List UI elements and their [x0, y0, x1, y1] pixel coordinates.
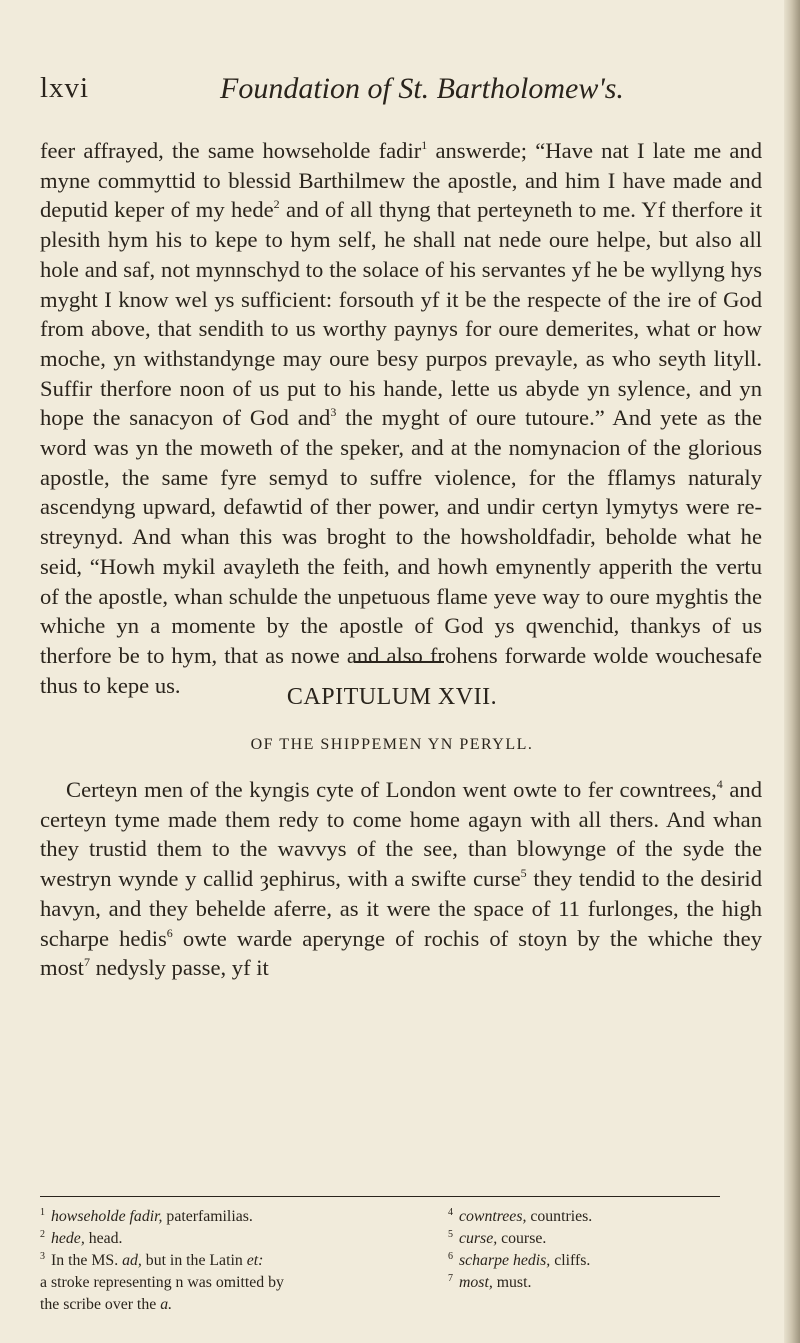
footnote: $^7$ most, must.	[448, 1273, 532, 1291]
footnote-ref[interactable]: 7	[83, 955, 90, 970]
footnote-ref[interactable]: 2	[273, 197, 280, 212]
footnote: $^2$ hede, head.	[40, 1229, 123, 1247]
footnotes-left-column	[40, 1206, 430, 1316]
footnote: $^5$ curse, course.	[448, 1229, 547, 1247]
footnote: $^6$ scharpe hedis, cliffs.	[448, 1251, 591, 1269]
paragraph: Certeyn men of the kyngis cyte of London went owte to fer cowntrees,$^4$ and certeyn tyme made them redy to come home agayn with all thers. And whan they trustid them to the wavvys of the see, than blowynge of the syde the westryn wynde y callid ȝephirus, with a swifte curse$^5$ they tendid to the desirid havyn, and they behelde aferre, as it were the space of 11 furlonges, the high scharpe hedis$^6$ owte warde aperynge of rochis of stoyn by the whiche they most$^7$ nedysly passe, yf it	[40, 777, 763, 981]
footnote: $^3$ In the MS. ad, but in the Latin et:	[40, 1251, 264, 1269]
footnote-continuation: the scribe over the a.	[40, 1296, 173, 1313]
body-text	[40, 136, 762, 700]
chapter-title: CAPITULUM XVII.	[286, 684, 498, 710]
page-number: lxvi	[40, 72, 90, 104]
footnote-ref[interactable]: 5	[520, 866, 527, 881]
running-head	[40, 72, 760, 112]
footnote-ref[interactable]: 1	[421, 138, 428, 152]
footnote-ref[interactable]: 4	[716, 777, 723, 791]
running-title: Foundation of St. Bartholomew's.	[220, 72, 624, 105]
section-divider	[354, 661, 444, 663]
paragraph: feer affrayed, the same howseholde fadir$^1$ answerde; “Have nat I late me and myne commyttid to blessid Barthilmew the apostle, and him I have made and deputid keper of my hede$^2$ and of all thyng that perteyneth to me. Yf therfore it plesith hym his to kepe to hym self, he shall nat nede oure helpe, but also all hole and saf, not mynnschyd to the solace of his servantes yf he be wyllyng hys myght I know wel ys sufficient: forsouth yf it be the respecte of the ire of God from above, that sendith to us worthy paynys for oure demerites, what or how moche, yn withstandynge may oure besy purpos prevayle, as who seyth lityll. Suffir therfore noon of us put to his hande, lette us abyde yn sylence, and yn hope the sanacyon of God and$^3$ the myght of oure tutoure.” And yete as the word was yn the moweth of the speker, and at the nomynacion of the glorious apostle, the same fyre semyd to suffre violence, for the fflamys naturaly ascendyng upward, defawtid of ther power, and undir certyn lymytys were re-streynyd. And whan this was broght to the howsholdfadir, beholde what he seid, “Howh mykil avayleth the feith, and howh emynently apperith the vertu of the apostle, whan schulde the unpetuous flame yeve way to oure myghtis the whiche yn a momente by the apostle of God ys qwenchid, thankys of us therfore be to hym, that as nowe and also frohens forwarde wolde wouchesafe thus to kepe us.	[40, 138, 762, 698]
number-eleven: 11	[558, 895, 580, 921]
footnotes-right-column	[448, 1206, 738, 1294]
footnote-rule	[40, 1196, 720, 1197]
footnote-ref[interactable]: 6	[166, 925, 173, 940]
chapter-body-text	[40, 775, 762, 983]
footnote: $^1$ howseholde fadir, paterfamilias.	[40, 1207, 253, 1225]
book-spine-shadow	[784, 0, 800, 1343]
footnote: $^4$ cowntrees, countries.	[448, 1207, 593, 1225]
footnote-ref[interactable]: 3	[330, 405, 337, 420]
chapter-subtitle: OF THE SHIPPEMEN YN PERYLL.	[250, 736, 534, 753]
footnote-continuation: a stroke representing n was omitted by	[40, 1274, 284, 1291]
